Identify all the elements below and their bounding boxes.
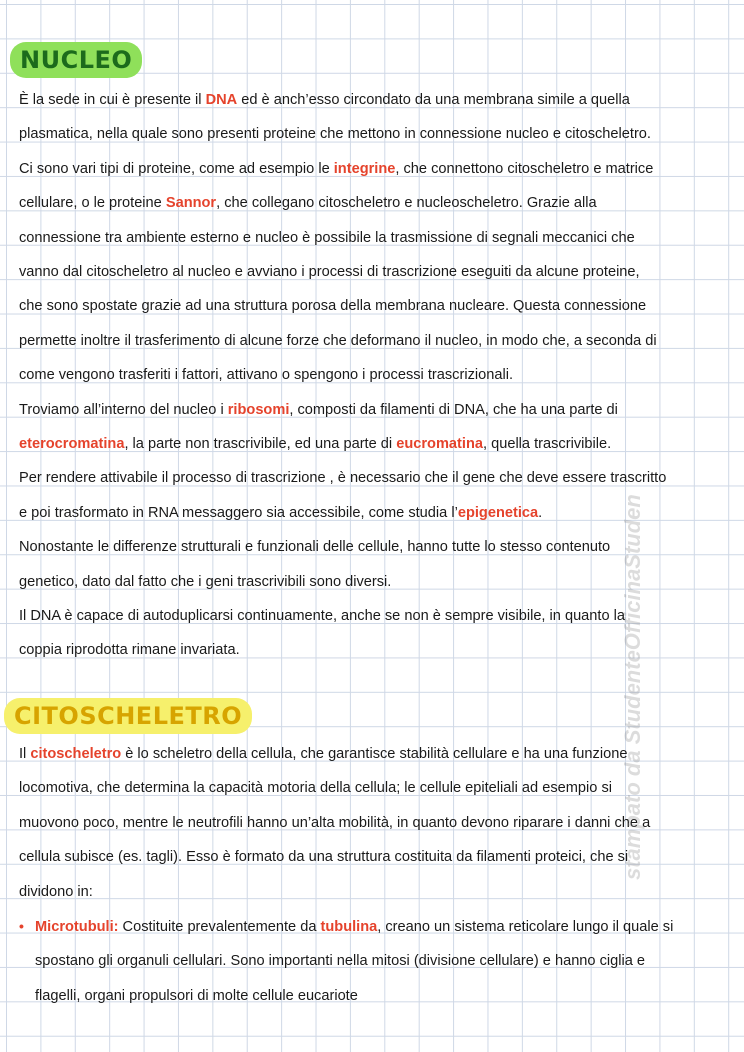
highlight-term: Sannor <box>165 195 217 212</box>
watermark: stampato da StudenteOfficinaStuden <box>620 494 645 880</box>
text-line: genetico, dato dal fatto che i geni trascrivibili sono diversi. <box>19 573 392 590</box>
highlight-term: eucromatina <box>396 436 483 452</box>
text-line: Troviamo all’interno del nucleo i ribosomi, composti da filamenti di DNA, che ha una parte di <box>19 401 618 418</box>
text-line: permette inoltre il trasferimento di alcune forze che deformano il nucleo, in modo che, a seconda di <box>19 332 657 349</box>
text-line: Nonostante le differenze strutturali e funzionali delle cellule, hanno tutte lo stesso contenuto <box>19 539 611 556</box>
bullet-marker: • <box>19 918 24 934</box>
text-line: eterocromatina, la parte non trascrivibile, ed una parte di eucromatina, quella trascrivibile. <box>19 436 612 452</box>
highlight-term: tubulina <box>320 919 378 935</box>
highlight-term: ribosomi <box>227 401 290 418</box>
text-line: cellula subisce (es. tagli). Esso è formato da una struttura costituita da filamenti proteici, che si <box>19 849 629 866</box>
text-line: Ci sono vari tipi di proteine, come ad esempio le integrine, che connettono citoscheletro e matrice <box>19 160 654 177</box>
highlight-term: eterocromatina <box>19 436 125 452</box>
text-line: locomotiva, che determina la capacità motoria della cellula; le cellule epiteliali ad esempio si <box>19 780 612 797</box>
text-line: connessione tra ambiente esterno e nucleo è possibile la trasmissione di segnali meccanici che <box>19 229 635 246</box>
text-line: cellulare, o le proteine Sannor, che collegano citoscheletro e nucleoscheletro. Grazie alla <box>19 195 597 212</box>
text-line: vanno dal citoscheletro al nucleo e avviano i processi di trascrizione eseguiti da alcune proteine, <box>19 264 640 280</box>
text-line: plasmatica, nella quale sono presenti proteine che mettono in connessione nucleo e citoscheletro. <box>19 126 651 143</box>
text-line: spostano gli organuli cellulari. Sono importanti nella mitosi (divisione cellulare) e hanno ciglia e <box>35 953 646 970</box>
text-line: come vengono trasferiti i fattori, attivano o spengono i processi trascrizionali. <box>19 367 513 384</box>
text-line: Il citoscheletro è lo scheletro della cellula, che garantisce stabilità cellulare e ha una funzione <box>19 746 628 762</box>
text-line: e poi trasformato in RNA messaggero sia accessibile, come studia l’epigenetica. <box>19 504 543 521</box>
highlight-term: epigenetica <box>457 504 539 521</box>
highlight-term: integrine <box>333 160 396 177</box>
text-line: che sono spostate grazie ad una struttura porosa della membrana nucleare. Questa connessione <box>19 298 647 315</box>
highlight-term: citoscheletro <box>30 746 122 762</box>
text-line: È la sede in cui è presente il DNA ed è anch’esso circondato da una membrana simile a quella <box>19 92 630 108</box>
highlight-term: DNA <box>205 92 238 108</box>
text-line: coppia riprodotta rimane invariata. <box>19 642 240 659</box>
text-line: flagelli, organi propulsori di molte cellule eucariote <box>35 987 358 1004</box>
heading-citoscheletro: CITOSCHELETRO <box>6 700 250 732</box>
text-line: Per rendere attivabile il processo di trascrizione , è necessario che il gene che deve essere trascritto <box>19 470 667 487</box>
text-line: muovono poco, mentre le neutrofili hanno un’alta mobilità, in quanto devono riparare i danni che a <box>19 814 651 831</box>
highlight-term: Microtubuli: <box>35 919 119 935</box>
text-line: dividono in: <box>19 883 93 900</box>
text-line: Il DNA è capace di autoduplicarsi continuamente, anche se non è sempre visibile, in quanto la <box>19 608 626 624</box>
heading-nucleo: NUCLEO <box>12 44 140 76</box>
text-line: Microtubuli: Costituite prevalentemente da tubulina, creano un sistema reticolare lungo il quale si <box>35 919 674 935</box>
